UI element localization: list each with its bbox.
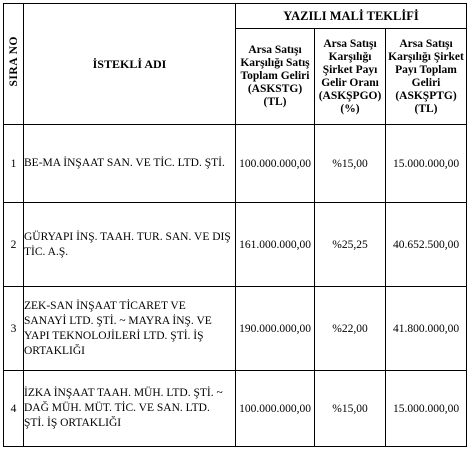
- bidder-name-line: ŞTİ. İŞ ORTAKLIĞI: [24, 417, 122, 429]
- teklif-header: YAZILI MALİ TEKLİFİ: [236, 4, 467, 29]
- row-number: 2: [4, 203, 24, 287]
- sira-no-header: [4, 4, 24, 125]
- bidder-name-line: DAĞ MÜH. MÜT. TİC. VE SAN. LTD.: [24, 402, 210, 414]
- askspgo-value: %15,00: [315, 125, 386, 203]
- offers-table: [3, 3, 467, 447]
- table-row: [4, 203, 467, 287]
- table-row: [4, 371, 467, 447]
- row-number: 4: [4, 371, 24, 447]
- askstg-value: 190.000.000,00: [236, 287, 315, 371]
- istekli-adi-header: İSTEKLİ ADI: [24, 4, 236, 125]
- bidder-name-line: TİC. A.Ş.: [24, 245, 69, 258]
- asksptg-value: 15.000.000,00: [386, 371, 467, 447]
- asksptg-value: 15.000.000,00: [386, 125, 467, 203]
- row-number: 3: [4, 287, 24, 371]
- bidder-name-line: İZKA İNŞAAT TAAH. MÜH. LTD. ŞTİ. ~: [24, 387, 223, 399]
- askspgo-value: %25,25: [315, 203, 386, 287]
- column-header-askstg: Arsa Satışı Karşılığı Satış Toplam Geliri (ASKSTG) (TL): [236, 29, 315, 125]
- askspgo-value: %22,00: [315, 287, 386, 371]
- asksptg-value: 40.652.500,00: [386, 203, 467, 287]
- bidder-name-line: SANAYİ LTD. ŞTİ. ~ MAYRA İNŞ. VE: [24, 314, 212, 327]
- bidder-name: [24, 287, 236, 371]
- bidder-name-line: GÜRYAPI İNŞ. TAAH. TUR. SAN. VE DIŞ: [24, 230, 231, 243]
- header-row-1: [4, 4, 467, 29]
- askstg-value: 100.000.000,00: [236, 125, 315, 203]
- column-header-askspgo: Arsa Satışı Karşılığı Şirket Payı Gelir Oranı (ASKŞPGO) (%): [315, 29, 386, 125]
- bidder-name: [24, 203, 236, 287]
- row-number: 1: [4, 125, 24, 203]
- bidder-name-line: YAPI TEKNOLOJİLERİ LTD. ŞTİ. İŞ: [24, 329, 204, 342]
- table-row: [4, 125, 467, 203]
- bidder-name: [24, 125, 236, 203]
- askstg-value: 161.000.000,00: [236, 203, 315, 287]
- bidder-name: [24, 371, 236, 447]
- bidder-name-line: BE-MA İNŞAAT SAN. VE TİC. LTD. ŞTİ.: [24, 157, 225, 169]
- sira-no-label: SIRA NO: [7, 36, 20, 87]
- bidder-name-line: ZEK-SAN İNŞAAT TİCARET VE: [24, 299, 186, 312]
- column-header-asksptg: Arsa Satışı Karşılığı Şirket Payı Toplam Geliri (ASKŞPTG) (TL): [386, 29, 467, 125]
- table-row: [4, 287, 467, 371]
- bidder-name-line: ORTAKLIĞI: [24, 344, 85, 357]
- askstg-value: 100.000.000,00: [236, 371, 315, 447]
- asksptg-value: 41.800.000,00: [386, 287, 467, 371]
- askspgo-value: %15,00: [315, 371, 386, 447]
